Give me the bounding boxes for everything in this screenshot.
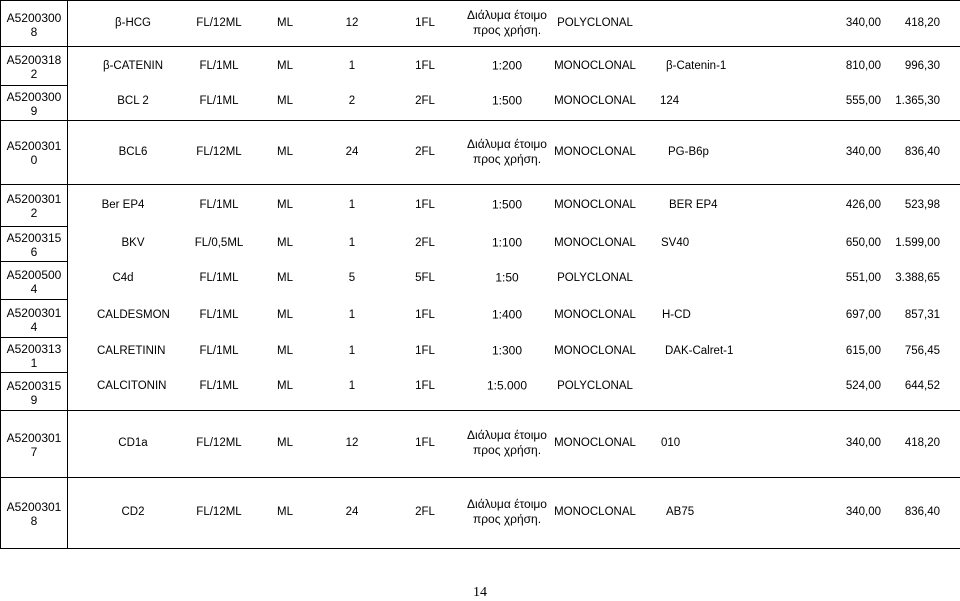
cell-type: MONOCLONAL	[554, 145, 636, 159]
cell-pack: FL/1ML	[200, 379, 239, 393]
cell-pack: FL/1ML	[200, 271, 239, 285]
cell-pack: FL/12ML	[196, 436, 241, 450]
product-code-line: 6	[1, 245, 67, 259]
cell-type: MONOCLONAL	[554, 59, 636, 73]
cell-unit: ML	[277, 436, 293, 450]
cell-name: CALRETININ	[97, 344, 165, 358]
cell-p2: 836,40	[905, 145, 940, 159]
cell-qty: 1	[349, 344, 355, 358]
cell-qty: 2	[349, 94, 355, 108]
cell-qty: 1	[349, 236, 355, 250]
cell-p2: 1.365,30	[895, 94, 940, 108]
dilution-line: 1:500	[492, 94, 522, 109]
cell-dil	[492, 235, 522, 250]
cell-fl: 1FL	[415, 16, 435, 30]
cell-p1: 524,00	[846, 379, 881, 393]
product-code	[1, 478, 68, 549]
cell-qty: 1	[349, 59, 355, 73]
cell-p1: 551,00	[846, 271, 881, 285]
product-code	[1, 184, 68, 226]
dilution-line: προς χρήση.	[467, 23, 547, 38]
cell-p1: 340,00	[846, 505, 881, 519]
cell-fl: 5FL	[415, 271, 435, 285]
cell-type: MONOCLONAL	[554, 436, 636, 450]
cell-p2: 523,98	[905, 198, 940, 212]
dilution-line: προς χρήση.	[467, 443, 547, 458]
cell-p2: 418,20	[905, 16, 940, 30]
cell-unit: ML	[277, 145, 293, 159]
cell-unit: ML	[277, 271, 293, 285]
dilution-line: 1:400	[492, 308, 522, 323]
cell-name: BKV	[121, 236, 144, 250]
table-row	[1, 411, 960, 478]
dilution-line: προς χρήση.	[467, 512, 547, 527]
cell-pack: FL/1ML	[200, 344, 239, 358]
product-code	[1, 47, 68, 85]
cell-p1: 555,00	[846, 94, 881, 108]
cell-name: Ber EP4	[102, 198, 145, 212]
product-details	[68, 121, 960, 185]
product-code	[1, 226, 68, 261]
product-code-line: 9	[1, 104, 67, 118]
cell-clone: β-Catenin-1	[666, 59, 726, 73]
cell-type: MONOCLONAL	[554, 94, 636, 108]
cell-pack: FL/1ML	[200, 94, 239, 108]
dilution-line: 1:5.000	[487, 379, 527, 394]
table-row	[1, 184, 960, 226]
cell-type: MONOCLONAL	[554, 505, 636, 519]
cell-name: β-CATENIN	[103, 59, 163, 73]
cell-dil	[492, 343, 522, 358]
product-code-line: 4	[1, 282, 67, 296]
cell-unit: ML	[277, 236, 293, 250]
cell-fl: 1FL	[415, 198, 435, 212]
cell-type: MONOCLONAL	[554, 236, 636, 250]
cell-unit: ML	[277, 308, 293, 322]
product-code-line: A5200315	[1, 379, 67, 393]
cell-name: β-HCG	[115, 16, 151, 30]
page-number: 14	[0, 585, 960, 601]
cell-p2: 996,30	[905, 59, 940, 73]
cell-unit: ML	[277, 505, 293, 519]
product-code	[1, 85, 68, 120]
cell-type: MONOCLONAL	[554, 198, 636, 212]
product-details	[68, 1, 960, 47]
cell-unit: ML	[277, 59, 293, 73]
product-code-line: A5200313	[1, 342, 67, 356]
cell-dil	[487, 379, 527, 394]
cell-name: BCL6	[119, 145, 148, 159]
cell-name: CALDESMON	[97, 308, 170, 322]
cell-qty: 24	[346, 145, 359, 159]
cell-fl: 1FL	[415, 308, 435, 322]
product-code-line: A5200500	[1, 268, 67, 282]
product-code-line: 8	[1, 25, 67, 39]
product-details	[68, 47, 960, 121]
cell-p2: 418,20	[905, 436, 940, 450]
cell-qty: 12	[346, 16, 359, 30]
cell-p2: 756,45	[905, 344, 940, 358]
product-code-line: A5200300	[1, 11, 67, 25]
cell-pack: FL/1ML	[200, 308, 239, 322]
cell-p2: 644,52	[905, 379, 940, 393]
product-code-line: A5200301	[1, 192, 67, 206]
cell-type: MONOCLONAL	[554, 344, 636, 358]
cell-clone: H-CD	[662, 308, 691, 322]
cell-clone: DAK-Calret-1	[665, 344, 733, 358]
cell-p2: 857,31	[905, 308, 940, 322]
table-row	[1, 121, 960, 185]
cell-qty: 1	[349, 198, 355, 212]
cell-dil	[467, 8, 547, 38]
product-code-line: 9	[1, 393, 67, 407]
cell-type: MONOCLONAL	[554, 308, 636, 322]
cell-p1: 697,00	[846, 308, 881, 322]
cell-dil	[467, 497, 547, 527]
cell-fl: 2FL	[415, 236, 435, 250]
product-code	[1, 338, 68, 373]
cell-fl: 2FL	[415, 145, 435, 159]
product-code-line: A5200301	[1, 306, 67, 320]
cell-qty: 1	[349, 379, 355, 393]
cell-dil	[467, 428, 547, 458]
cell-dil	[495, 271, 518, 286]
cell-dil	[467, 137, 547, 167]
cell-type: POLYCLONAL	[557, 271, 633, 285]
cell-dil	[492, 308, 522, 323]
cell-qty: 24	[346, 505, 359, 519]
product-details	[68, 184, 960, 411]
cell-dil	[492, 198, 522, 213]
product-code	[1, 373, 68, 411]
table-row	[1, 47, 960, 85]
cell-dil	[492, 94, 522, 109]
cell-clone: 124	[660, 94, 679, 108]
product-code-line: 7	[1, 445, 67, 459]
cell-dil	[492, 58, 522, 73]
cell-type: POLYCLONAL	[557, 379, 633, 393]
dilution-line: 1:300	[492, 343, 522, 358]
cell-p1: 650,00	[846, 236, 881, 250]
product-code-line: 2	[1, 67, 67, 81]
product-code	[1, 1, 68, 47]
table-row	[1, 1, 960, 47]
product-code	[1, 300, 68, 338]
cell-p2: 1.599,00	[895, 236, 940, 250]
dilution-line: Διάλυμα έτοιμο	[467, 497, 547, 512]
dilution-line: 1:50	[495, 271, 518, 286]
cell-name: C4d	[112, 271, 133, 285]
cell-qty: 12	[346, 436, 359, 450]
product-code-line: A5200300	[1, 90, 67, 104]
product-code	[1, 261, 68, 299]
product-details	[68, 411, 960, 478]
table-row	[1, 478, 960, 549]
cell-p1: 810,00	[846, 59, 881, 73]
product-code-line: 0	[1, 153, 67, 167]
cell-fl: 1FL	[415, 379, 435, 393]
product-details	[68, 478, 960, 549]
dilution-line: Διάλυμα έτοιμο	[467, 137, 547, 152]
dilution-line: προς χρήση.	[467, 152, 547, 167]
cell-qty: 5	[349, 271, 355, 285]
cell-name: CD2	[121, 505, 144, 519]
cell-unit: ML	[277, 94, 293, 108]
cell-pack: FL/12ML	[196, 145, 241, 159]
cell-fl: 1FL	[415, 59, 435, 73]
product-code-line: A5200301	[1, 500, 67, 514]
cell-p1: 340,00	[846, 436, 881, 450]
product-code-line: A5200301	[1, 139, 67, 153]
cell-fl: 1FL	[415, 436, 435, 450]
dilution-line: 1:100	[492, 235, 522, 250]
cell-p2: 3.388,65	[895, 271, 940, 285]
cell-qty: 1	[349, 308, 355, 322]
product-code-line: 4	[1, 320, 67, 334]
cell-clone: BER EP4	[669, 198, 718, 212]
dilution-line: 1:500	[492, 198, 522, 213]
product-code-line: 8	[1, 514, 67, 528]
cell-p1: 340,00	[846, 16, 881, 30]
product-code-line: A5200315	[1, 231, 67, 245]
cell-type: POLYCLONAL	[557, 16, 633, 30]
cell-unit: ML	[277, 198, 293, 212]
dilution-line: Διάλυμα έτοιμο	[467, 428, 547, 443]
cell-unit: ML	[277, 344, 293, 358]
product-code	[1, 411, 68, 478]
dilution-line: 1:200	[492, 58, 522, 73]
cell-clone: AB75	[666, 505, 694, 519]
dilution-line: Διάλυμα έτοιμο	[467, 8, 547, 23]
cell-fl: 2FL	[415, 505, 435, 519]
cell-pack: FL/12ML	[196, 16, 241, 30]
cell-clone: PG-B6p	[668, 145, 709, 159]
cell-p1: 340,00	[846, 145, 881, 159]
cell-pack: FL/0,5ML	[195, 236, 244, 250]
product-code-line: A5200301	[1, 431, 67, 445]
cell-fl: 2FL	[415, 94, 435, 108]
cell-p1: 615,00	[846, 344, 881, 358]
cell-clone: SV40	[661, 236, 689, 250]
cell-p2: 836,40	[905, 505, 940, 519]
cell-unit: ML	[277, 16, 293, 30]
cell-pack: FL/1ML	[200, 198, 239, 212]
cell-name: CALCITONIN	[97, 379, 166, 393]
product-code	[1, 121, 68, 185]
cell-p1: 426,00	[846, 198, 881, 212]
cell-pack: FL/12ML	[196, 505, 241, 519]
cell-fl: 1FL	[415, 344, 435, 358]
cell-name: CD1a	[118, 436, 147, 450]
cell-clone: 010	[661, 436, 680, 450]
product-code-line: 2	[1, 206, 67, 220]
cell-pack: FL/1ML	[200, 59, 239, 73]
cell-name: BCL 2	[117, 94, 149, 108]
product-code-line: 1	[1, 356, 67, 370]
cell-unit: ML	[277, 379, 293, 393]
product-code-line: A5200318	[1, 53, 67, 67]
